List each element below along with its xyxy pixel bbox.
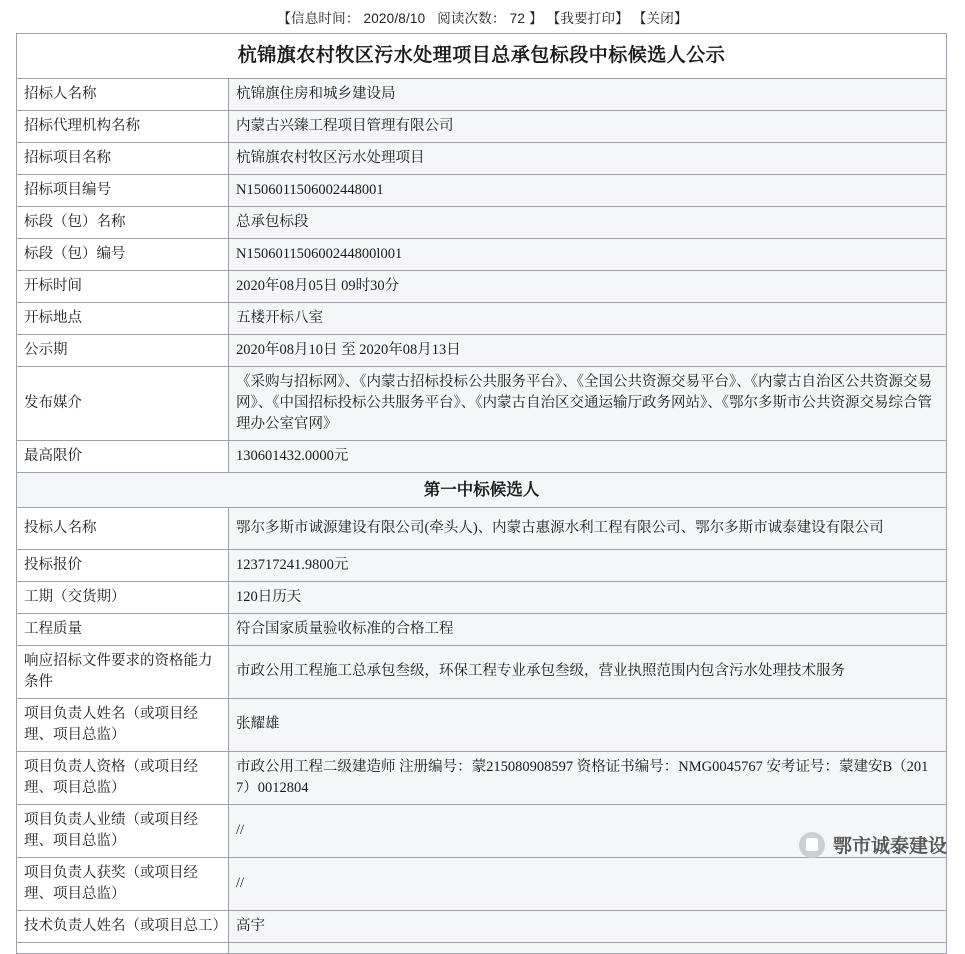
table-row	[17, 613, 947, 645]
row-label: 发布媒介	[17, 366, 229, 440]
row-label	[17, 942, 229, 953]
table-row	[17, 804, 947, 857]
table-row	[17, 751, 947, 804]
row-value: N150601150600244800l001	[229, 238, 947, 270]
row-value: 120日历天	[229, 581, 947, 613]
row-value: N1506011506002448001	[229, 174, 947, 206]
row-label: 技术负责人姓名（或项目总工）	[17, 910, 229, 942]
read-count-value: 72	[509, 11, 526, 26]
row-label: 响应招标文件要求的资格能力条件	[17, 645, 229, 698]
table-row-media	[17, 366, 947, 440]
row-value: 符合国家质量验收标准的合格工程	[229, 613, 947, 645]
row-value: 《采购与招标网》、《内蒙古招标投标公共服务平台》、《全国公共资源交易平台》、《内蒙古自治区公共资源交易网》、《中国招标投标公共服务平台》、《内蒙古自治区交通运输厅政务网站》、《鄂尔多斯市公共资源交易综合管理办公室官网》	[229, 366, 947, 440]
row-value: 张耀雄	[229, 698, 947, 751]
row-label: 开标时间	[17, 270, 229, 302]
table-row	[17, 206, 947, 238]
row-label: 项目负责人获奖（或项目经理、项目总监）	[17, 857, 229, 910]
row-value: 市政公用工程施工总承包叁级，环保工程专业承包叁级，营业执照范围内包含污水处理技术服务	[229, 645, 947, 698]
section-title: 第一中标候选人	[17, 472, 947, 507]
table-row	[17, 581, 947, 613]
row-label: 公示期	[17, 334, 229, 366]
table-row	[17, 440, 947, 472]
row-label: 项目负责人姓名（或项目经理、项目总监）	[17, 698, 229, 751]
announcement-table	[16, 33, 947, 954]
row-label: 标段（包）编号	[17, 238, 229, 270]
read-count-label: 阅读次数：	[437, 11, 506, 26]
row-value: 2020年08月05日 09时30分	[229, 270, 947, 302]
table-row	[17, 238, 947, 270]
row-value: 五楼开标八室	[229, 302, 947, 334]
table-row	[17, 698, 947, 751]
row-value: //	[229, 857, 947, 910]
row-value: //	[229, 804, 947, 857]
row-label: 项目负责人资格（或项目经理、项目总监）	[17, 751, 229, 804]
row-value: 杭锦旗农村牧区污水处理项目	[229, 142, 947, 174]
row-label: 最高限价	[17, 440, 229, 472]
row-label: 工期（交货期）	[17, 581, 229, 613]
row-label: 招标项目编号	[17, 174, 229, 206]
table-title-row	[17, 34, 947, 79]
row-label: 招标代理机构名称	[17, 110, 229, 142]
table-row	[17, 857, 947, 910]
table-row	[17, 645, 947, 698]
table-row	[17, 507, 947, 549]
row-label: 招标项目名称	[17, 142, 229, 174]
info-time-label: 【信息时间：	[277, 11, 360, 26]
table-row	[17, 942, 947, 953]
info-bar	[0, 0, 965, 33]
info-time-value: 2020/8/10	[363, 11, 426, 26]
row-value: 市政公用工程二级建造师 注册编号：蒙215080908597 资格证书编号：NMG0045767 安考证号：蒙建安B（2017）0012804	[229, 751, 947, 804]
table-row	[17, 270, 947, 302]
table-row	[17, 549, 947, 581]
table-row	[17, 142, 947, 174]
row-label: 工程质量	[17, 613, 229, 645]
row-value: 总承包标段	[229, 206, 947, 238]
print-link[interactable]: 【我要打印】	[546, 11, 629, 26]
table-row	[17, 334, 947, 366]
row-value: 2020年08月10日 至 2020年08月13日	[229, 334, 947, 366]
watermark-text: 鄂市诚泰建设	[832, 836, 947, 857]
table-row	[17, 110, 947, 142]
page-title: 杭锦旗农村牧区污水处理项目总承包标段中标候选人公示	[17, 34, 947, 79]
row-label: 开标地点	[17, 302, 229, 334]
row-value: 杭锦旗住房和城乡建设局	[229, 78, 947, 110]
row-value	[229, 942, 947, 953]
row-label: 项目负责人业绩（或项目经理、项目总监）	[17, 804, 229, 857]
row-value: 内蒙古兴臻工程项目管理有限公司	[229, 110, 947, 142]
section-header-row	[17, 472, 947, 507]
row-label: 标段（包）名称	[17, 206, 229, 238]
close-link[interactable]: 【关闭】	[632, 11, 688, 26]
table-row	[17, 174, 947, 206]
table-row	[17, 302, 947, 334]
row-label: 投标人名称	[17, 507, 229, 549]
bracket-close: 】	[529, 11, 543, 26]
row-label: 投标报价	[17, 549, 229, 581]
row-value: 130601432.0000元	[229, 440, 947, 472]
row-label: 招标人名称	[17, 78, 229, 110]
row-value: 123717241.9800元	[229, 549, 947, 581]
row-value: 高宇	[229, 910, 947, 942]
table-row	[17, 78, 947, 110]
row-value: 鄂尔多斯市诚源建设有限公司(牵头人)、内蒙古惠源水利工程有限公司、鄂尔多斯市诚泰建设有限公司	[229, 507, 947, 549]
table-row	[17, 910, 947, 942]
